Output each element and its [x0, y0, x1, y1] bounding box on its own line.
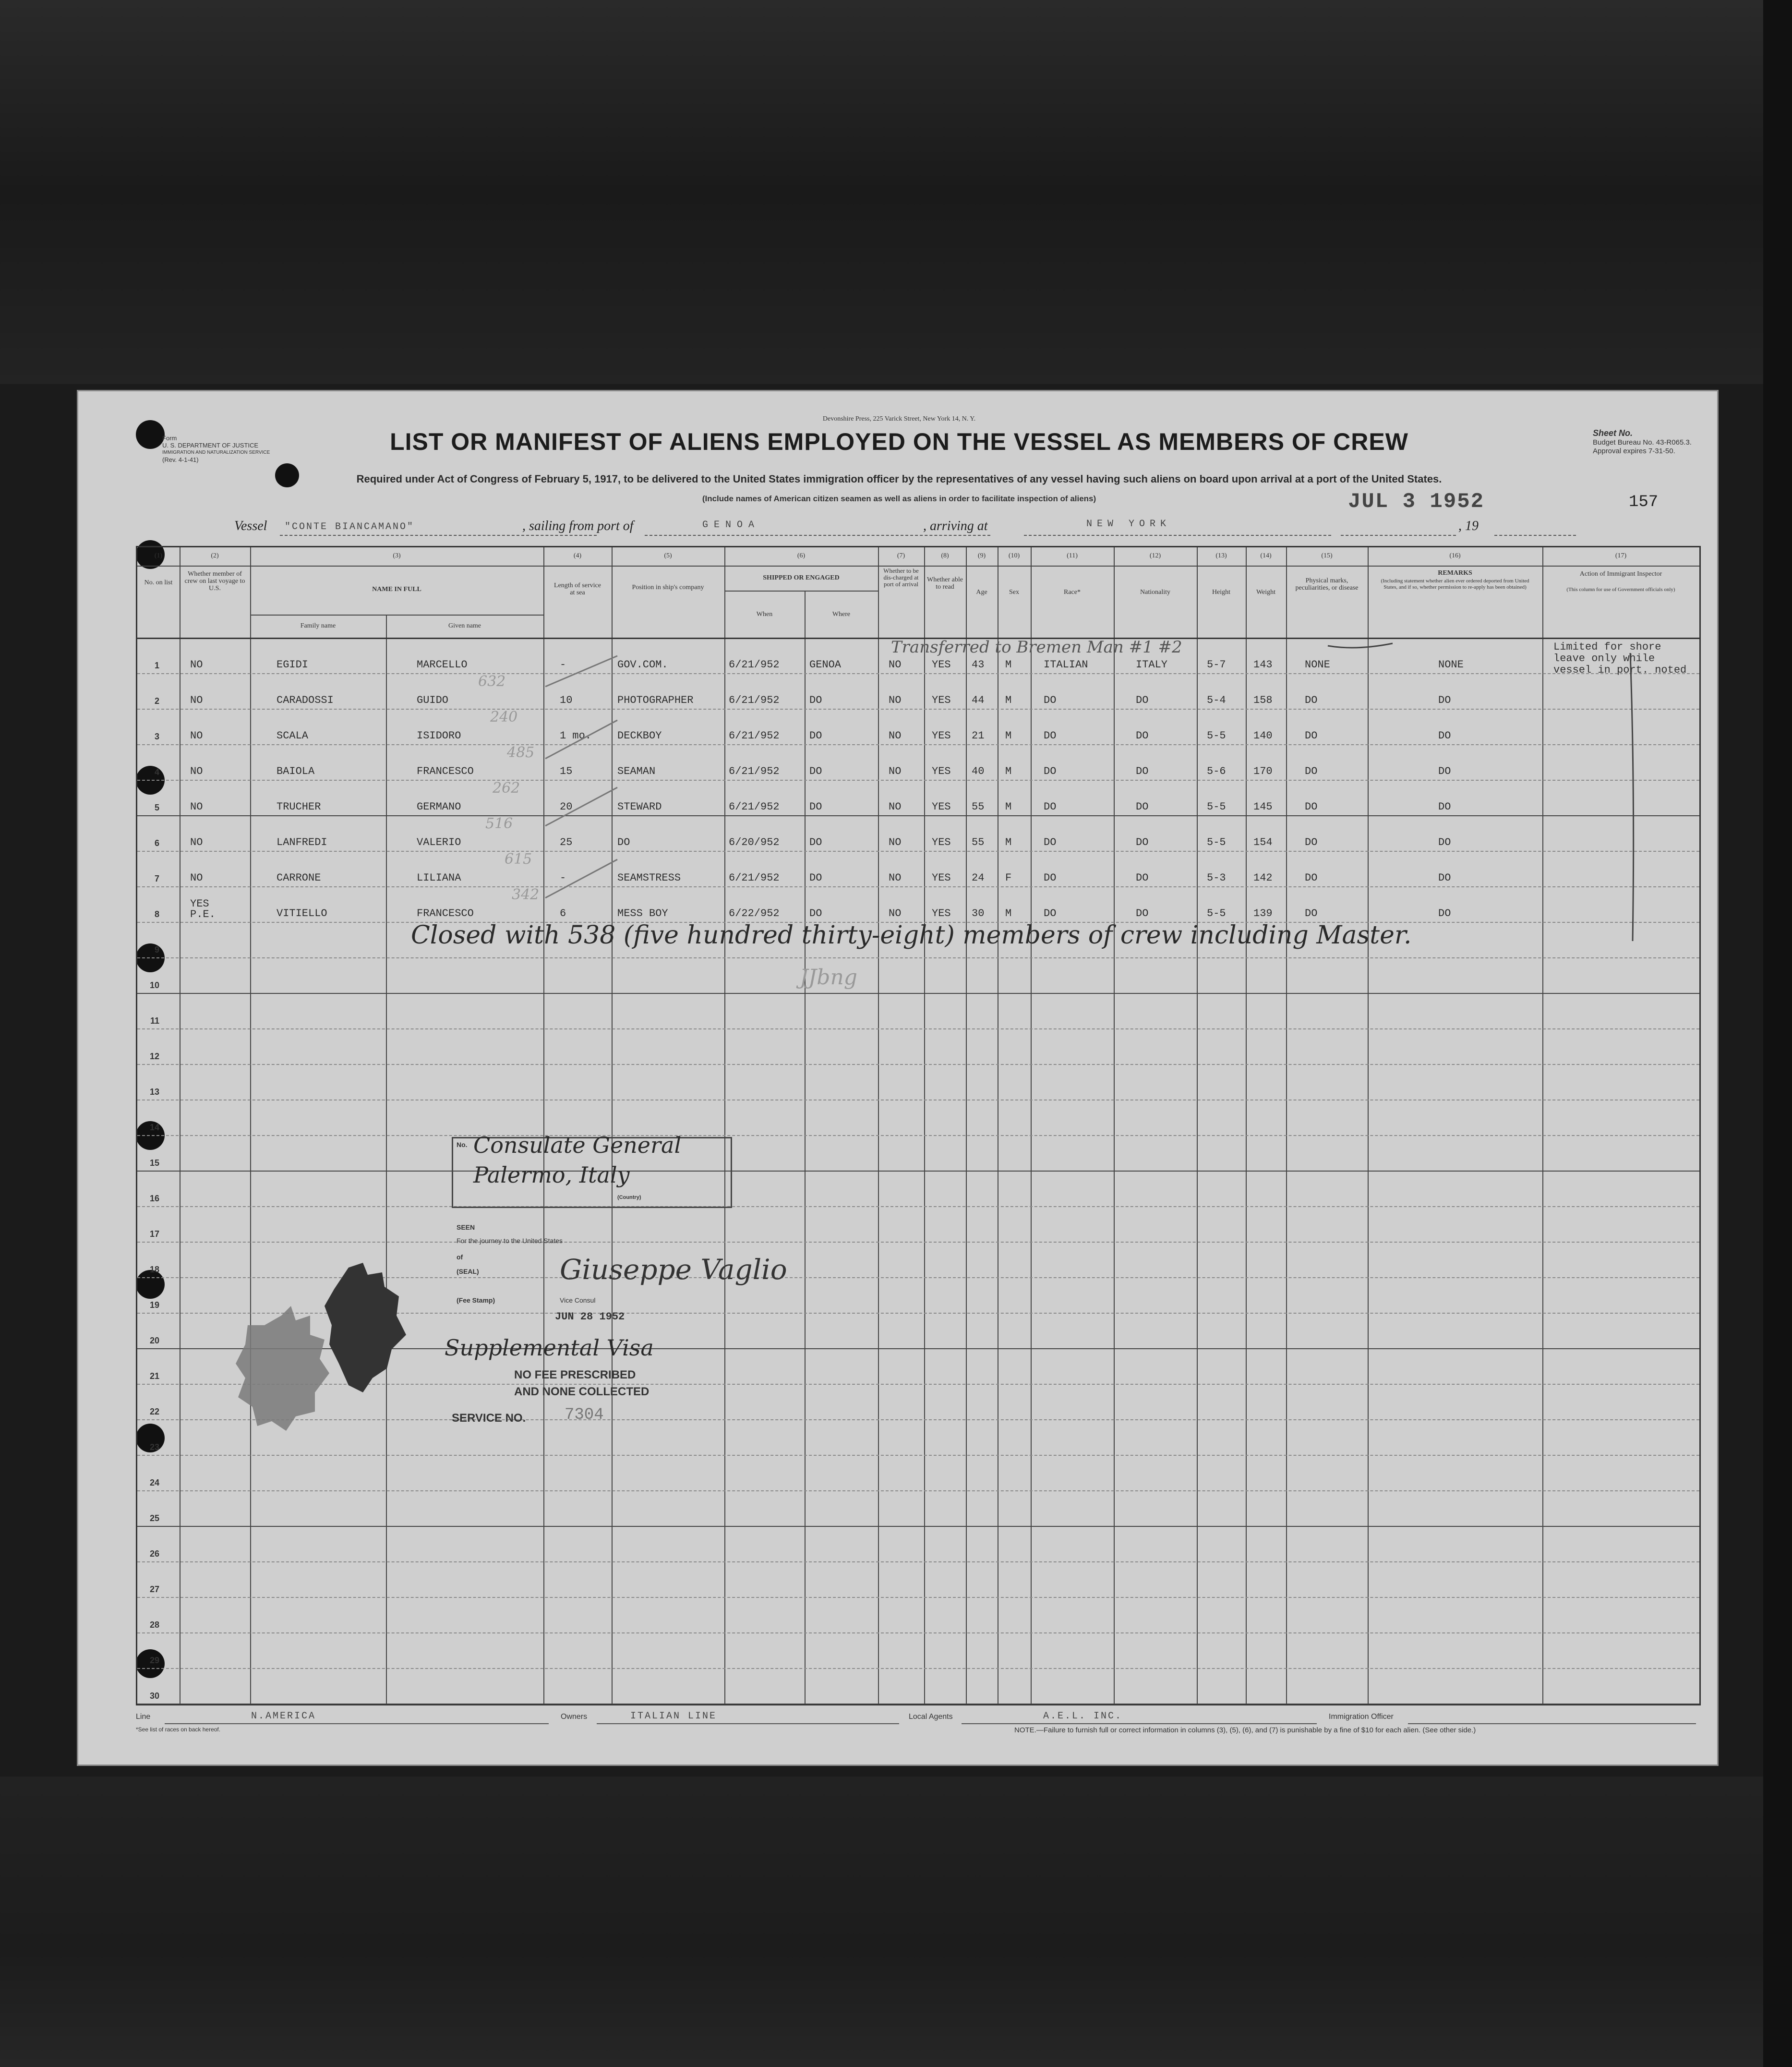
cell-crew: YES P.E.	[190, 898, 216, 920]
row-number: 14	[149, 1123, 159, 1132]
cell-crew: NO	[190, 872, 203, 884]
row-number: 19	[149, 1300, 159, 1310]
cell-crew: NO	[190, 836, 203, 848]
cell-where: DO	[809, 801, 822, 813]
vice-consul-label: Vice Consul	[560, 1296, 596, 1304]
cell-length: -	[560, 659, 566, 671]
header-race: Race*	[1064, 589, 1081, 596]
revision-label: (Rev. 4-1-41)	[162, 456, 199, 463]
cell-weight: 143	[1253, 659, 1273, 671]
seals	[137, 547, 1699, 1704]
stamp-no-label: No.	[457, 1141, 468, 1148]
footer-underline	[962, 1723, 1317, 1724]
col-number: (10)	[1008, 552, 1020, 559]
row-number: 1	[154, 661, 159, 670]
cell-when: 6/21/952	[729, 694, 780, 706]
supplemental-visa: Supplemental Visa	[445, 1335, 654, 1361]
row-number: 29	[149, 1656, 159, 1665]
cell-disch: NO	[889, 659, 902, 671]
pencil-id-2: 632	[478, 673, 506, 690]
film-border-bottom	[0, 1777, 1792, 2067]
closing-statement: Closed with 538 (five hundred thirty-eight) members of crew including Master.	[411, 921, 1412, 950]
transfer-note: Transferred to Bremen Man #1 #2	[891, 638, 1182, 657]
cell-given: GUIDO	[417, 694, 449, 706]
cell-length: -	[560, 872, 566, 884]
col-number: (15)	[1321, 552, 1333, 559]
cell-length: 6	[560, 907, 566, 919]
cell-when: 6/21/952	[729, 872, 780, 884]
header-remarks-note: (Including statement whether alien ever ordered deported from United States, and if so, whether permission to re-apply has been obtained)	[1381, 578, 1529, 590]
port-from: GENOA	[702, 520, 760, 531]
cell-weight: 139	[1253, 907, 1273, 919]
cell-family: CARRONE	[277, 872, 321, 884]
cell-where: DO	[809, 872, 822, 884]
cell-family: EGIDI	[277, 659, 309, 671]
footer-underline	[1408, 1723, 1696, 1724]
cell-weight: 158	[1253, 694, 1273, 706]
owners-value: ITALIAN LINE	[630, 1711, 717, 1722]
row-number: 24	[149, 1478, 159, 1487]
header-sex: Sex	[1009, 589, 1019, 596]
cell-age: 24	[972, 872, 985, 884]
cell-physical: DO	[1305, 836, 1318, 848]
cell-position: DO	[617, 836, 630, 848]
agents-label: Local Agents	[909, 1713, 953, 1721]
consulate-city: Palermo, Italy	[473, 1162, 630, 1188]
cell-read: YES	[932, 836, 951, 848]
row-number: 16	[149, 1194, 159, 1203]
cell-position: STEWARD	[617, 801, 662, 813]
header-age: Age	[976, 589, 987, 596]
cell-nat: DO	[1136, 872, 1149, 884]
pencil-id-4: 485	[507, 744, 535, 761]
row-number: 6	[154, 838, 159, 848]
form-label: Form	[162, 435, 177, 442]
cell-physical: DO	[1305, 907, 1318, 919]
service-number: 7304	[565, 1406, 604, 1424]
date-underline	[1341, 535, 1456, 536]
cell-weight: 154	[1253, 836, 1273, 848]
cell-read: YES	[932, 694, 951, 706]
cell-given: ISIDORO	[417, 730, 461, 742]
cell-read: YES	[932, 659, 951, 671]
cell-disch: NO	[889, 907, 902, 919]
cell-age: 40	[972, 765, 985, 777]
cell-height: 5-7	[1207, 659, 1226, 671]
vessel-name: "CONTE BIANCAMANO"	[285, 521, 415, 532]
cell-sex: M	[1005, 801, 1012, 813]
cell-physical: DO	[1305, 694, 1318, 706]
cell-nat: DO	[1136, 907, 1149, 919]
initials: JJbng	[800, 965, 857, 990]
cell-sex: M	[1005, 765, 1012, 777]
penalty-note: NOTE.—Failure to furnish full or correct information in columns (3), (5), (6), and (7) is punishable by a fine of $10 for each alien. (See other side.)	[1014, 1726, 1476, 1734]
cell-disch: NO	[889, 872, 902, 884]
cell-age: 55	[972, 836, 985, 848]
sheet-no-label: Sheet No.	[1593, 428, 1633, 438]
year-underline	[1494, 535, 1576, 536]
film-edge	[1763, 0, 1792, 2067]
cell-race: DO	[1044, 730, 1057, 742]
row-number: 7	[154, 874, 159, 883]
cell-when: 6/21/952	[729, 765, 780, 777]
cell-weight: 170	[1253, 765, 1273, 777]
cell-position: PHOTOGRAPHER	[617, 694, 694, 706]
cell-sex: M	[1005, 907, 1012, 919]
cell-age: 30	[972, 907, 985, 919]
vessel-line	[78, 519, 1720, 538]
cell-weight: 142	[1253, 872, 1273, 884]
row-number: 30	[149, 1691, 159, 1701]
cell-physical: DO	[1305, 730, 1318, 742]
cell-when: 6/22/952	[729, 907, 780, 919]
arrival-underline	[1024, 535, 1331, 536]
cell-height: 5-3	[1207, 872, 1226, 884]
cell-length: 20	[560, 801, 573, 813]
cell-crew: NO	[190, 694, 203, 706]
pencil-id-3: 240	[490, 709, 518, 725]
cell-height: 5-5	[1207, 907, 1226, 919]
sheet-info	[1593, 429, 1692, 456]
consulate-name: Consulate General	[473, 1132, 682, 1158]
cell-given: LILIANA	[417, 872, 461, 884]
budget-bureau: Budget Bureau No. 43-R065.3.	[1593, 438, 1692, 447]
vessel-label: Vessel	[234, 519, 267, 533]
row-number: 25	[149, 1513, 159, 1523]
manifest-note: (Include names of American citizen seamen as well as aliens in order to facilitate inspection of aliens)	[702, 494, 1096, 503]
col-number: (2)	[211, 552, 219, 559]
footer-underline	[165, 1723, 549, 1724]
col-number: (13)	[1215, 552, 1227, 559]
col-number: (9)	[977, 552, 986, 559]
shore-leave-remark: Limited for shore leave only while vessel in port. noted	[1553, 641, 1687, 676]
cell-race: DO	[1044, 836, 1057, 848]
manifest-subtitle: Required under Act of Congress of February 5, 1917, to be delivered to the United States immigration officer by the representatives of any vessel having such aliens on board upon arrival at a port of the United States.	[356, 473, 1442, 485]
crew-table	[136, 546, 1701, 1705]
cell-when: 6/20/952	[729, 836, 780, 848]
cell-remarks: DO	[1438, 694, 1451, 706]
header-weight: Weight	[1256, 589, 1276, 596]
arriving-label: , arriving at	[923, 519, 988, 533]
cell-position: MESS BOY	[617, 907, 668, 919]
cell-age: 55	[972, 801, 985, 813]
cell-sex: M	[1005, 836, 1012, 848]
row-number: 22	[149, 1407, 159, 1416]
row-number: 28	[149, 1620, 159, 1630]
row-number: 21	[149, 1371, 159, 1381]
fee-stamp-seal	[325, 1263, 406, 1392]
cell-length: 25	[560, 836, 573, 848]
cell-physical: NONE	[1305, 659, 1330, 671]
cell-height: 5-6	[1207, 765, 1226, 777]
cell-position: SEAMSTRESS	[617, 872, 681, 884]
cell-family: CARADOSSI	[277, 694, 334, 706]
cell-height: 5-5	[1207, 730, 1226, 742]
cell-disch: NO	[889, 765, 902, 777]
fee-stamp-label: (Fee Stamp)	[457, 1296, 495, 1304]
none-collected-line: AND NONE COLLECTED	[514, 1385, 649, 1398]
row-number: 17	[149, 1229, 159, 1239]
header-remarks: REMARKS	[1438, 569, 1472, 577]
department-label: U. S. DEPARTMENT OF JUSTICE	[162, 442, 259, 449]
arrival-date-stamp: JUL 3 1952	[1348, 490, 1485, 514]
seal-label: (SEAL)	[457, 1268, 479, 1275]
cell-race: DO	[1044, 765, 1057, 777]
header-shipped: SHIPPED OR ENGAGED	[763, 574, 840, 581]
line-label: Line	[136, 1713, 151, 1721]
cell-disch: NO	[889, 694, 902, 706]
agents-value: A.E.L. INC.	[1043, 1711, 1123, 1722]
cell-remarks: NONE	[1438, 659, 1464, 671]
row-number: 11	[150, 1016, 159, 1026]
cell-where: DO	[809, 730, 822, 742]
cell-weight: 145	[1253, 801, 1273, 813]
cell-height: 5-5	[1207, 801, 1226, 813]
cell-family: BAIOLA	[277, 765, 315, 777]
cell-family: TRUCHER	[277, 801, 321, 813]
cell-crew: NO	[190, 659, 203, 671]
manifest-sheet	[77, 390, 1719, 1766]
cell-given: FRANCESCO	[417, 765, 474, 777]
row-number: 3	[154, 732, 159, 741]
cell-nat: DO	[1136, 694, 1149, 706]
cell-read: YES	[932, 872, 951, 884]
pencil-id-7: 615	[505, 851, 532, 868]
pencil-id-5: 262	[493, 780, 520, 797]
row-number: 4	[154, 767, 159, 777]
cell-family: SCALA	[277, 730, 309, 742]
cell-given: MARCELLO	[417, 659, 468, 671]
cell-disch: NO	[889, 836, 902, 848]
cell-when: 6/21/952	[729, 801, 780, 813]
cell-disch: NO	[889, 730, 902, 742]
seen-label: SEEN	[457, 1223, 475, 1231]
races-note: *See list of races on back hereof.	[136, 1726, 221, 1733]
footer	[136, 1713, 1701, 1732]
row-number: 12	[149, 1052, 159, 1061]
cell-read: YES	[932, 801, 951, 813]
cell-given: VALERIO	[417, 836, 461, 848]
cell-remarks: DO	[1438, 836, 1451, 848]
col-number: (1)	[154, 552, 163, 559]
header-action: Action of Immigrant Inspector	[1579, 570, 1662, 578]
cell-nat: DO	[1136, 765, 1149, 777]
cell-where: GENOA	[809, 659, 842, 671]
pencil-id-6: 516	[485, 815, 513, 832]
row-number: 10	[149, 980, 159, 990]
cell-race: ITALIAN	[1044, 659, 1088, 671]
cell-age: 43	[972, 659, 985, 671]
col-number: (12)	[1149, 552, 1161, 559]
col-number: (11)	[1067, 552, 1078, 559]
header-given-name: Given name	[448, 622, 481, 629]
cell-nat: DO	[1136, 836, 1149, 848]
cell-crew: NO	[190, 765, 203, 777]
cell-family: VITIELLO	[277, 907, 327, 919]
cell-position: DECKBOY	[617, 730, 662, 742]
service-label: IMMIGRATION AND NATURALIZATION SERVICE	[162, 450, 270, 455]
page-number: 157	[1629, 493, 1659, 511]
cell-where: DO	[809, 836, 822, 848]
cell-where: DO	[809, 694, 822, 706]
cell-sex: F	[1005, 872, 1012, 884]
visa-date: JUN 28 1952	[555, 1311, 625, 1323]
row-number: 27	[149, 1584, 159, 1594]
row-number: 23	[149, 1442, 159, 1452]
service-no-label: SERVICE NO.	[452, 1412, 526, 1425]
cell-when: 6/21/952	[729, 659, 780, 671]
cell-race: DO	[1044, 907, 1057, 919]
header-height: Height	[1212, 589, 1231, 596]
header-member-crew: Whether member of crew on last voyage to U.S.	[184, 570, 245, 592]
cell-remarks: DO	[1438, 907, 1451, 919]
pencil-id-8: 342	[512, 886, 540, 903]
cell-weight: 140	[1253, 730, 1273, 742]
cell-sex: M	[1005, 694, 1012, 706]
sailing-label: , sailing from port of	[522, 519, 634, 533]
owners-label: Owners	[561, 1713, 588, 1721]
cell-given: GERMANO	[417, 801, 461, 813]
cell-crew: NO	[190, 730, 203, 742]
cell-length: 10	[560, 694, 573, 706]
header-family-name: Family name	[300, 622, 336, 629]
header-position: Position in ship's company	[632, 584, 704, 591]
embossed-seal	[236, 1306, 329, 1431]
row-number: 18	[149, 1265, 159, 1274]
cell-age: 21	[972, 730, 985, 742]
cell-height: 5-4	[1207, 694, 1226, 706]
header-name-in-full: NAME IN FULL	[372, 586, 421, 593]
cell-nat: ITALY	[1136, 659, 1168, 671]
cell-remarks: DO	[1438, 765, 1451, 777]
cell-length: 1 mo.	[560, 730, 592, 742]
cell-read: YES	[932, 730, 951, 742]
cell-height: 5-5	[1207, 836, 1226, 848]
cell-sex: M	[1005, 730, 1012, 742]
col-number: (6)	[797, 552, 806, 559]
cell-position: SEAMAN	[617, 765, 656, 777]
cell-read: YES	[932, 765, 951, 777]
cell-remarks: DO	[1438, 872, 1451, 884]
cell-given: FRANCESCO	[417, 907, 474, 919]
row-number: 8	[154, 909, 159, 919]
port-underline	[645, 535, 990, 536]
header-nationality: Nationality	[1140, 589, 1170, 596]
officer-label: Immigration Officer	[1329, 1713, 1394, 1721]
printer-line: Devonshire Press, 225 Varick Street, New York 14, N. Y.	[822, 415, 976, 423]
col-number: (17)	[1615, 552, 1627, 559]
row-number: 9	[154, 945, 159, 955]
cell-length: 15	[560, 765, 573, 777]
cell-race: DO	[1044, 694, 1057, 706]
line-value: N.AMERICA	[251, 1711, 316, 1722]
header-action-note: (This column for use of Government officials only)	[1566, 587, 1675, 592]
of-label: of	[457, 1253, 463, 1261]
header-when: When	[756, 611, 773, 618]
row-number: 20	[149, 1336, 159, 1345]
col-number: (7)	[897, 552, 905, 559]
header-able-read: Whether able to read	[926, 576, 963, 591]
cell-remarks: DO	[1438, 730, 1451, 742]
row-number: 2	[154, 696, 159, 706]
row-number: 5	[154, 803, 159, 812]
cell-physical: DO	[1305, 801, 1318, 813]
cell-sex: M	[1005, 659, 1012, 671]
cell-physical: DO	[1305, 765, 1318, 777]
cell-position: GOV.COM.	[617, 659, 668, 671]
port-to: NEW YORK	[1086, 519, 1171, 530]
cell-family: LANFREDI	[277, 836, 327, 848]
cell-race: DO	[1044, 872, 1057, 884]
cell-race: DO	[1044, 801, 1057, 813]
manifest-title: LIST OR MANIFEST OF ALIENS EMPLOYED ON THE VESSEL AS MEMBERS OF CREW	[390, 428, 1408, 455]
header-length-service: Length of service at sea	[554, 582, 601, 596]
row-number: 26	[149, 1549, 159, 1559]
year-label: , 19	[1458, 519, 1479, 533]
cell-age: 44	[972, 694, 985, 706]
footer-underline	[597, 1723, 899, 1724]
header-physical: Physical marks, peculiarities, or disease	[1295, 577, 1359, 592]
cell-when: 6/21/952	[729, 730, 780, 742]
cell-remarks: DO	[1438, 801, 1451, 813]
col-number: (5)	[664, 552, 672, 559]
consul-signature: Giuseppe Vaglio	[560, 1253, 787, 1286]
cell-disch: NO	[889, 801, 902, 813]
cell-nat: DO	[1136, 801, 1149, 813]
header-discharged: Whether to be dis-charged at port of arrival	[883, 567, 919, 588]
approval-expiry: Approval expires 7-31-50.	[1593, 447, 1675, 455]
cell-where: DO	[809, 907, 822, 919]
cell-nat: DO	[1136, 730, 1149, 742]
header-where: Where	[832, 611, 851, 618]
no-fee-line: NO FEE PRESCRIBED	[514, 1368, 636, 1381]
col-number: (8)	[941, 552, 949, 559]
film-border-top	[0, 0, 1792, 384]
vessel-underline	[280, 535, 597, 536]
row-number: 15	[149, 1158, 159, 1168]
country-label: (Country)	[617, 1195, 641, 1200]
col-number: (4)	[573, 552, 582, 559]
header-no-on-list: No. on list	[144, 579, 173, 586]
col-number: (14)	[1260, 552, 1272, 559]
cell-read: YES	[932, 907, 951, 919]
row-number: 13	[149, 1087, 159, 1097]
cell-crew: NO	[190, 801, 203, 813]
journey-label: For the journey to the United States	[457, 1237, 563, 1245]
col-number: (3)	[393, 552, 401, 559]
col-number: (16)	[1449, 552, 1461, 559]
cell-physical: DO	[1305, 872, 1318, 884]
cell-where: DO	[809, 765, 822, 777]
